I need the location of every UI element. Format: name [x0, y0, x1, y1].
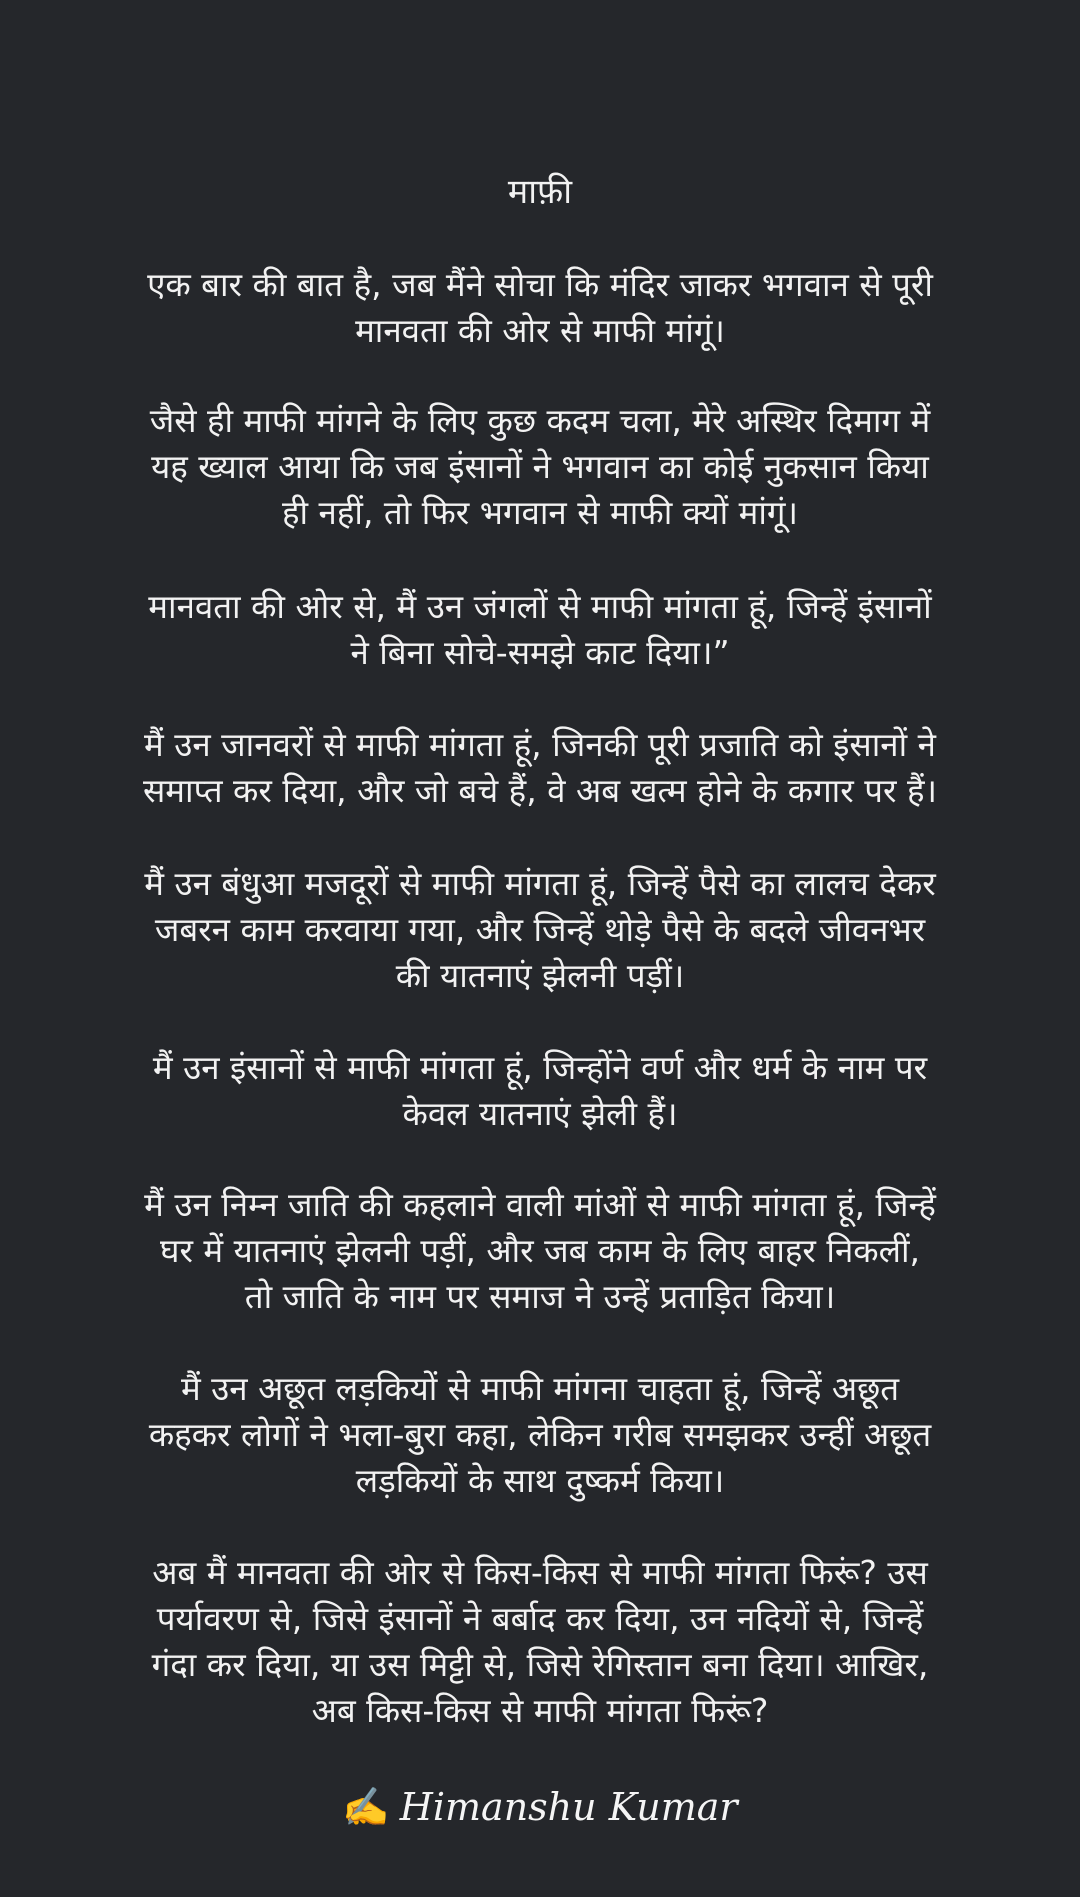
paragraph-line: मैं उन निम्न जाति की कहलाने वाली मांओं से माफी मांगता हूं, जिन्हें — [144, 1185, 936, 1224]
paragraph-2 — [40, 398, 1040, 536]
paragraph-3 — [40, 584, 1040, 676]
paragraph-4 — [40, 722, 1040, 814]
paragraph-9 — [40, 1550, 1040, 1734]
paragraph-8 — [40, 1366, 1040, 1504]
paragraph-line: जैसे ही माफी मांगने के लिए कुछ कदम चला, मेरे अस्थिर दिमाग में — [149, 401, 931, 440]
author-name: Himanshu Kumar — [399, 1785, 738, 1829]
paragraph-line: मानवता की ओर से, मैं उन जंगलों से माफी मांगता हूं, जिन्हें इंसानों — [148, 587, 932, 626]
paragraph-line: समाप्त कर दिया, और जो बचे हैं, वे अब खत्म होने के कगार पर हैं। — [143, 771, 937, 810]
writing-hand-icon: ✍️ — [342, 1785, 390, 1829]
paragraph-line: यह ख्याल आया कि जब इंसानों ने भगवान का कोई नुकसान किया — [151, 447, 929, 486]
paragraph-line: मैं उन बंधुआ मजदूरों से माफी मांगता हूं, जिन्हें पैसे का लालच देकर — [144, 864, 936, 903]
paragraph-line: मैं उन जानवरों से माफी मांगता हूं, जिनकी पूरी प्रजाति को इंसानों ने — [144, 725, 936, 764]
paragraph-line: ने बिना सोचे-समझे काट दिया।” — [350, 633, 730, 672]
paragraph-line: ही नहीं, तो फिर भगवान से माफी क्यों मांगूं। — [282, 493, 798, 532]
paragraph-5 — [40, 861, 1040, 999]
paragraph-line: अब किस-किस से माफी मांगता फिरूं? — [311, 1691, 769, 1730]
paragraph-1 — [40, 262, 1040, 354]
paragraph-7 — [40, 1182, 1040, 1320]
paragraph-6 — [40, 1045, 1040, 1137]
paragraph-line: मैं उन अछूत लड़कियों से माफी मांगना चाहता हूं, जिन्हें अछूत — [180, 1369, 900, 1408]
poem-title: माफ़ी — [507, 172, 573, 212]
paragraph-line: पर्यावरण से, जिसे इंसानों ने बर्बाद कर दिया, उन नदियों से, जिन्हें — [156, 1599, 924, 1638]
author-signature — [0, 1782, 1080, 1832]
paragraph-line: घर में यातनाएं झेलनी पड़ीं, और जब काम के लिए बाहर निकलीं, — [159, 1231, 921, 1270]
paragraph-line: कहकर लोगों ने भला-बुरा कहा, लेकिन गरीब समझकर उन्हीं अछूत — [148, 1415, 932, 1454]
paragraph-line: एक बार की बात है, जब मैंने सोचा कि मंदिर जाकर भगवान से पूरी — [147, 265, 933, 304]
paragraph-line: की यातनाएं झेलनी पड़ीं। — [395, 956, 685, 995]
paragraph-line: लड़कियों के साथ दुष्कर्म किया। — [355, 1461, 725, 1500]
paragraph-line: मानवता की ओर से माफी मांगूं। — [355, 311, 725, 350]
paragraph-line: मैं उन इंसानों से माफी मांगता हूं, जिन्होंने वर्ण और धर्म के नाम पर — [152, 1048, 928, 1087]
paragraph-line: जबरन काम करवाया गया, और जिन्हें थोड़े पैसे के बदले जीवनभर — [154, 910, 926, 949]
paragraph-line: केवल यातनाएं झेली हैं। — [402, 1094, 678, 1133]
paragraph-line: गंदा कर दिया, या उस मिट्टी से, जिसे रेगिस्तान बना दिया। आखिर, — [151, 1645, 929, 1684]
paragraph-line: अब मैं मानवता की ओर से किस-किस से माफी मांगता फिरूं? उस — [152, 1553, 928, 1592]
paragraph-line: तो जाति के नाम पर समाज ने उन्हें प्रताड़ित किया। — [244, 1277, 836, 1316]
